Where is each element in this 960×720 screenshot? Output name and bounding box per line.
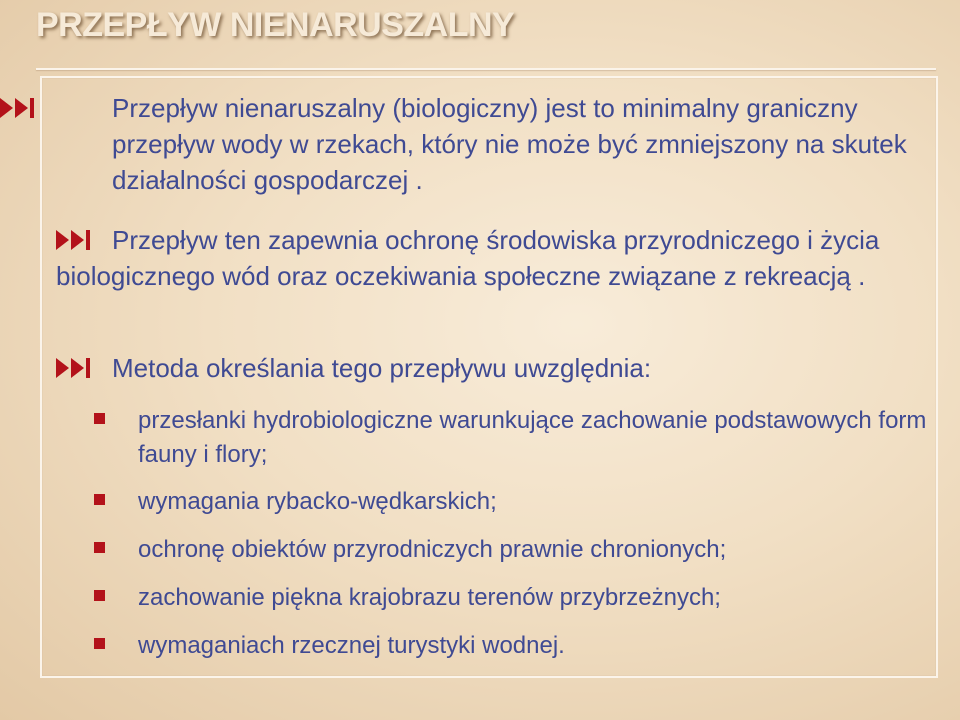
square-bullet-icon: [94, 413, 105, 424]
square-bullet-icon: [94, 590, 105, 601]
sub-item: [90, 533, 958, 567]
sub-item: [90, 581, 958, 615]
sub-item-text: przesłanki hydrobiologiczne warunkujące zachowanie podstawowych form fauny i flory;: [138, 407, 927, 468]
sub-item: [90, 629, 958, 663]
sub-item-text: wymagania rybacko-wędkarskich;: [138, 488, 497, 515]
sub-item: [90, 404, 958, 472]
bullet-text: Metoda określania tego przepływu uwzględnia:: [112, 353, 652, 383]
bullet-purpose: [56, 222, 906, 294]
square-bullet-icon: [94, 494, 105, 505]
square-bullet-icon: [94, 542, 105, 553]
bullet-text: Przepływ ten zapewnia ochronę środowiska przyrodniczego i życia biologicznego wód oraz oczekiwania społeczne związane z rekreacją .: [56, 225, 880, 291]
double-arrow-right-icon: [56, 350, 112, 386]
bullet-text: Przepływ nienaruszalny (biologiczny) jest to minimalny graniczny przepływ wody w rzekach, który nie może być zmniejszony na skutek działalności gospodarczej .: [112, 93, 907, 195]
bullet-definition: [56, 90, 960, 198]
sub-item-text: zachowanie piękna krajobrazu terenów przybrzeżnych;: [138, 584, 721, 611]
title-divider: [36, 68, 936, 70]
slide-title: PRZEPŁYW NIENARUSZALNY: [36, 6, 515, 44]
double-arrow-right-icon: [56, 90, 112, 126]
sub-item-text: wymaganiach rzecznej turystyki wodnej.: [138, 632, 565, 659]
square-bullet-icon: [94, 638, 105, 649]
sub-item-text: ochronę obiektów przyrodniczych prawnie chronionych;: [138, 536, 727, 563]
double-arrow-right-icon: [56, 222, 112, 258]
bullet-method: [56, 350, 906, 386]
sub-item: [90, 485, 958, 519]
